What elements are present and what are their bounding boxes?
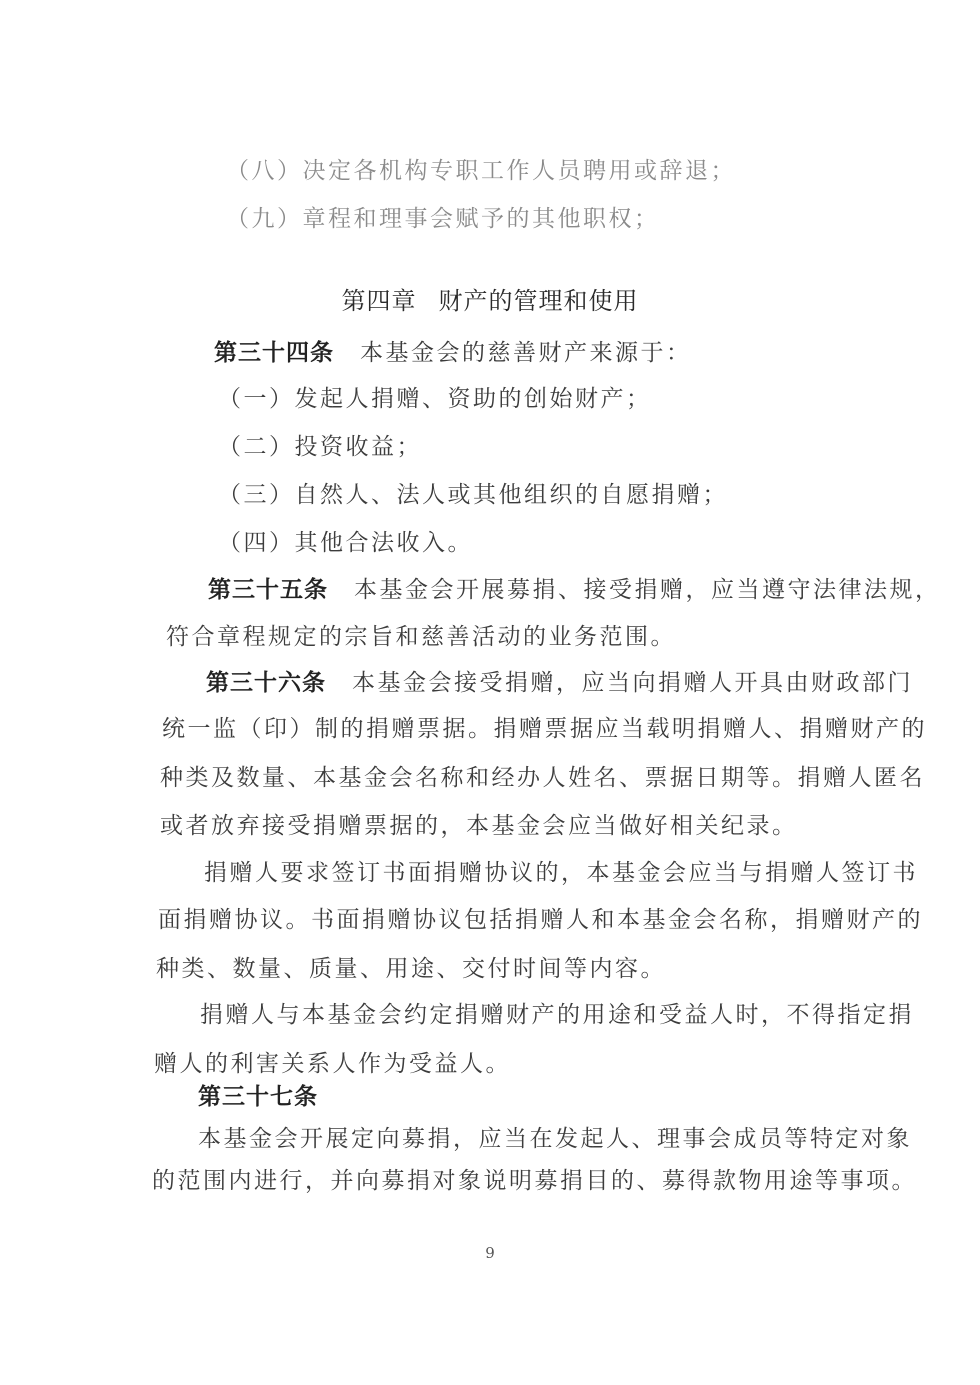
article-35-label: 第三十五条 xyxy=(208,577,328,603)
article-36-p2-line-2: 面捐赠协议。书面捐赠协议包括捐赠人和本基金会名称，捐赠财产的 xyxy=(158,907,923,933)
article-34-label: 第三十四条 xyxy=(214,340,334,366)
page-number: 9 xyxy=(485,1244,495,1262)
article-37-label: 第三十七条 xyxy=(198,1084,318,1110)
article-37-label-line xyxy=(198,1082,318,1112)
article-36-p1-line-3: 种类及数量、本基金会名称和经办人姓名、票据日期等。捐赠人匿名 xyxy=(160,765,925,791)
article-35-line-2: 符合章程规定的宗旨和慈善活动的业务范围。 xyxy=(166,624,676,650)
article-36-first-line xyxy=(206,668,913,698)
article-36-p3-line-2: 赠人的利害关系人作为受益人。 xyxy=(154,1051,511,1077)
article-34-item-4: （四）其他合法收入。 xyxy=(218,530,473,556)
article-34-item-2: （二）投资收益； xyxy=(218,434,422,460)
article-35-first-line xyxy=(208,575,941,605)
article-36-p1-line-4: 或者放弃接受捐赠票据的，本基金会应当做好相关纪录。 xyxy=(160,813,798,839)
article-36-p1-line-1: 本基金会接受捐赠，应当向捐赠人开具由财政部门 xyxy=(352,670,913,696)
chapter-title: 财产的管理和使用 xyxy=(438,287,639,315)
article-36-label: 第三十六条 xyxy=(206,670,326,696)
article-36-p1-line-2: 统一监（印）制的捐赠票据。捐赠票据应当载明捐赠人、捐赠财产的 xyxy=(162,716,927,742)
article-34-first-line xyxy=(214,338,692,368)
article-36-p3-line-1: 捐赠人与本基金会约定捐赠财产的用途和受益人时，不得指定捐 xyxy=(200,1002,914,1028)
article-37-line-2: 的范围内进行，并向募捐对象说明募捐目的、募得款物用途等事项。 xyxy=(152,1168,917,1194)
chapter-number: 第四章 xyxy=(341,287,417,315)
article-35-line-1: 本基金会开展募捐、接受捐赠，应当遵守法律法规， xyxy=(354,577,941,603)
item-8: （八）决定各机构专职工作人员聘用或辞退； xyxy=(226,158,736,184)
chapter-heading xyxy=(0,286,980,316)
article-36-p2-line-3: 种类、数量、质量、用途、交付时间等内容。 xyxy=(156,956,666,982)
item-9: （九）章程和理事会赋予的其他职权； xyxy=(226,206,660,232)
article-37-line-1: 本基金会开展定向募捐，应当在发起人、理事会成员等特定对象 xyxy=(198,1126,912,1152)
article-34-item-3: （三）自然人、法人或其他组织的自愿捐赠； xyxy=(218,482,728,508)
article-34-item-1: （一）发起人捐赠、资助的创始财产； xyxy=(218,386,652,412)
article-34-intro: 本基金会的慈善财产来源于： xyxy=(360,340,692,366)
article-36-p2-line-1: 捐赠人要求签订书面捐赠协议的，本基金会应当与捐赠人签订书 xyxy=(204,860,918,886)
